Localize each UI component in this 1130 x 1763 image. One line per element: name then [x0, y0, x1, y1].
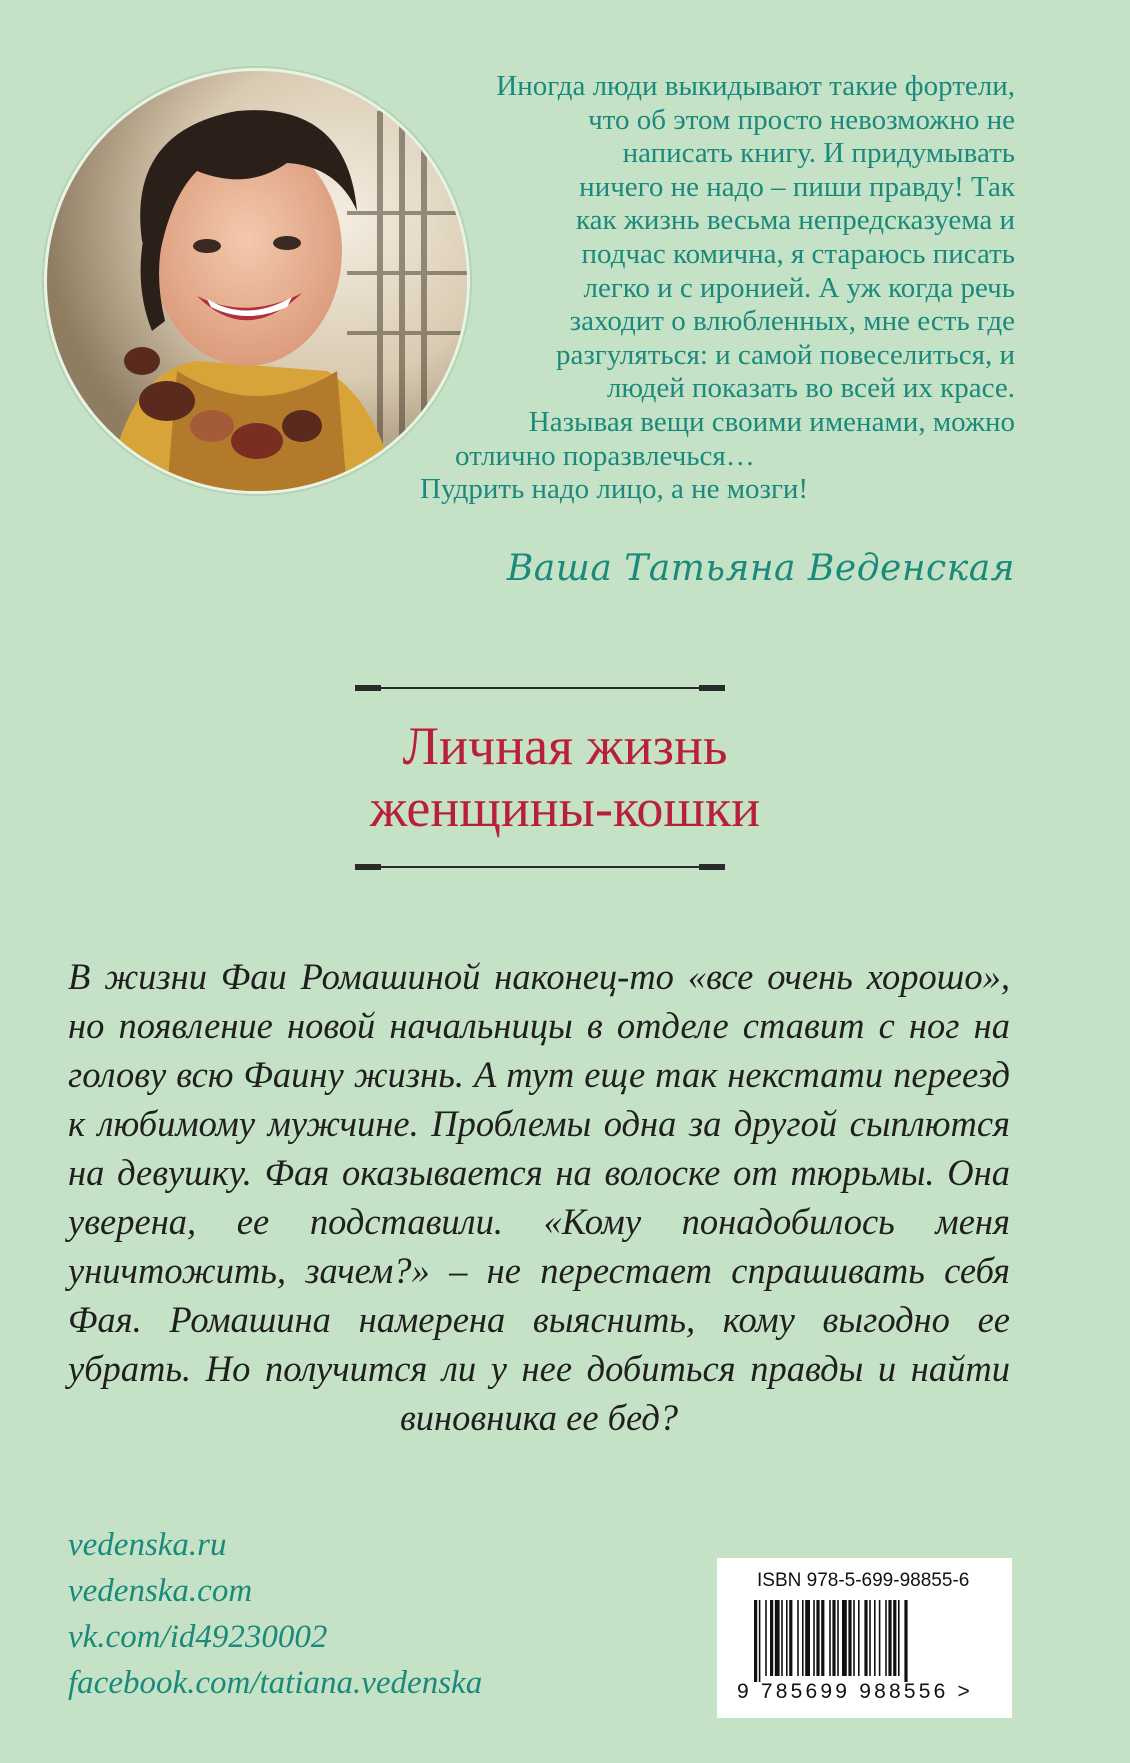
title-rule-bottom — [355, 866, 725, 868]
author-signature: Ваша Татьяна Веденская — [506, 548, 1015, 589]
link-site-com[interactable]: vedenska.com — [68, 1573, 253, 1609]
book-title-line: Личная жизнь — [402, 716, 728, 776]
quote-line: отлично поразвлечься… — [455, 439, 755, 472]
link-site-ru[interactable]: vedenska.ru — [68, 1527, 227, 1563]
quote-line: написать книгу. И придумывать — [622, 137, 1015, 170]
quote-line: Называя вещи своими именами, можно — [528, 405, 1015, 438]
barcode — [754, 1600, 979, 1682]
quote-line: Пудрить надо лицо, а не мозги! — [420, 473, 809, 506]
quote-line: разгуляться: и самой повеселиться, и — [555, 338, 1015, 371]
link-facebook[interactable]: facebook.com/tatiana.vedenska — [68, 1665, 483, 1701]
quote-line: что об этом просто невозможно не — [588, 103, 1015, 136]
book-description: В жизни Фаи Ромашиной наконец-то «все очень хорошо», но появление новой начальницы в отделе ставит с ног на голову всю Фаину жизнь. А тут еще так некстати переезд к любимому мужчине. Проблемы одна за другой сыплются на девушку. Фая оказывается на волоске от тюрьмы. Она уверена, ее подставили. «Кому понадобилось меня уничтожить, зачем?» – не перестает спрашивать себя Фая. Ромашина намерена выяснить, кому выгодно ее убрать. Но получится ли у нее добиться правды и найти виновника ее бед? — [68, 956, 1010, 1438]
quote-line: заходит о влюбленных, мне есть где — [569, 305, 1015, 338]
quote-line: легко и с иронией. А уж когда речь — [583, 271, 1015, 304]
book-title-line: женщины-кошки — [369, 778, 761, 838]
isbn-block — [717, 1558, 1012, 1718]
isbn-label: ISBN 978-5-699-98855-6 — [757, 1570, 970, 1591]
quote-line: людей показать во всей их красе. — [606, 372, 1015, 405]
book-title — [0, 715, 1130, 839]
isbn-digits: 9 785699 988556 > — [737, 1680, 973, 1703]
quote-line: Иногда люди выкидывают такие фортели, — [496, 70, 1015, 102]
author-quote — [415, 70, 1015, 507]
author-links — [68, 1522, 482, 1706]
quote-line: как жизнь весьма непредсказуема и — [575, 204, 1015, 237]
author-photo — [44, 68, 470, 494]
quote-line: подчас комична, я стараюсь писать — [581, 237, 1015, 270]
link-vk[interactable]: vk.com/id49230002 — [68, 1619, 328, 1655]
quote-line: ничего не надо – пиши правду! Так — [579, 170, 1015, 203]
title-rule-top — [355, 687, 725, 689]
